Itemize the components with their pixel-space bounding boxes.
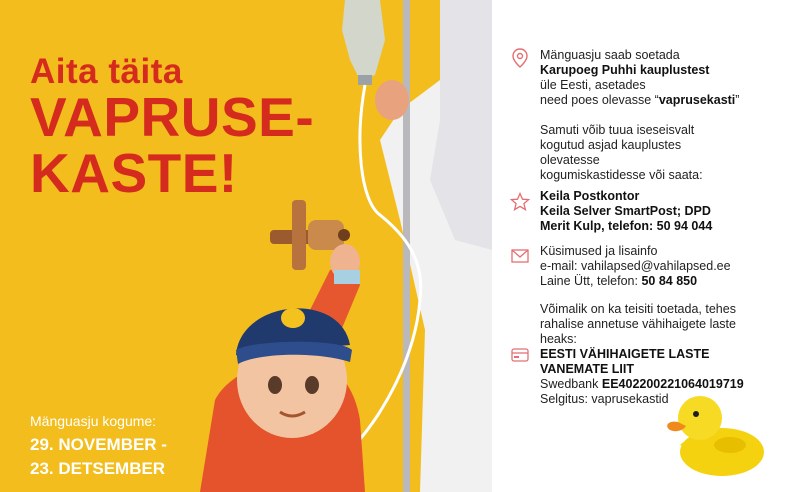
location-line: üle Eesti, asetades [540, 78, 646, 92]
contact-info [540, 244, 790, 289]
post-addresses [540, 189, 790, 234]
post-line: Keila Selver SmartPost; DPD [540, 204, 711, 218]
payment-description: Selgitus: vaprusekastid [540, 392, 669, 406]
iban: EE402200221064019719 [601, 377, 744, 391]
rubber-duck-icon [660, 390, 770, 480]
contact-phone: 50 84 850 [641, 274, 698, 288]
location-line: olevatesse [540, 153, 600, 167]
quote-close: ” [735, 93, 740, 107]
contact-email: e-mail: vahilapsed@vahilapsed.ee [540, 259, 731, 273]
headline-line-2: VAPRUSE- [30, 86, 315, 148]
contact-line: Laine Ütt, telefon: [540, 274, 642, 288]
collection-dates [30, 413, 167, 479]
box-name: vaprusekasti [658, 93, 736, 107]
org-name: EESTI VÄHIHAIGETE LASTE [540, 347, 710, 361]
date-start: 29. NOVEMBER - [30, 435, 167, 454]
headline-line-3: KASTE! [30, 142, 238, 204]
location-line: kogumiskastidesse või saata: [540, 168, 703, 182]
shop-name: Karupoeg Puhhi kauplustest [540, 63, 710, 77]
envelope-icon [510, 246, 530, 266]
donate-line: heaks: [540, 332, 577, 346]
post-line: Keila Postkontor [540, 189, 640, 203]
location-text [540, 48, 790, 183]
contact-line: Küsimused ja lisainfo [540, 244, 658, 258]
star-icon [510, 192, 530, 212]
bank-name: Swedbank [540, 377, 602, 391]
location-line: need poes olevasse “ [540, 93, 659, 107]
donate-line: rahalise annetuse vähihaigete laste [540, 317, 736, 331]
credit-card-icon [510, 345, 530, 365]
date-end: 23. DETSEMBER [30, 459, 166, 478]
right-panel [492, 0, 800, 492]
dates-label: Mänguasju kogume: [30, 413, 157, 429]
location-pin-icon [510, 48, 530, 68]
donate-line: Võimalik on ka teisiti toetada, tehes [540, 302, 736, 316]
location-line: Samuti võib tuua iseseisvalt [540, 123, 695, 137]
post-line: Merit Kulp, telefon: 50 94 044 [540, 219, 713, 233]
location-line: kogutud asjad kauplustes [540, 138, 682, 152]
headline-line-1: Aita täita [30, 52, 183, 91]
location-line: Mänguasju saab soetada [540, 48, 680, 62]
org-name: VANEMATE LIIT [540, 362, 634, 376]
